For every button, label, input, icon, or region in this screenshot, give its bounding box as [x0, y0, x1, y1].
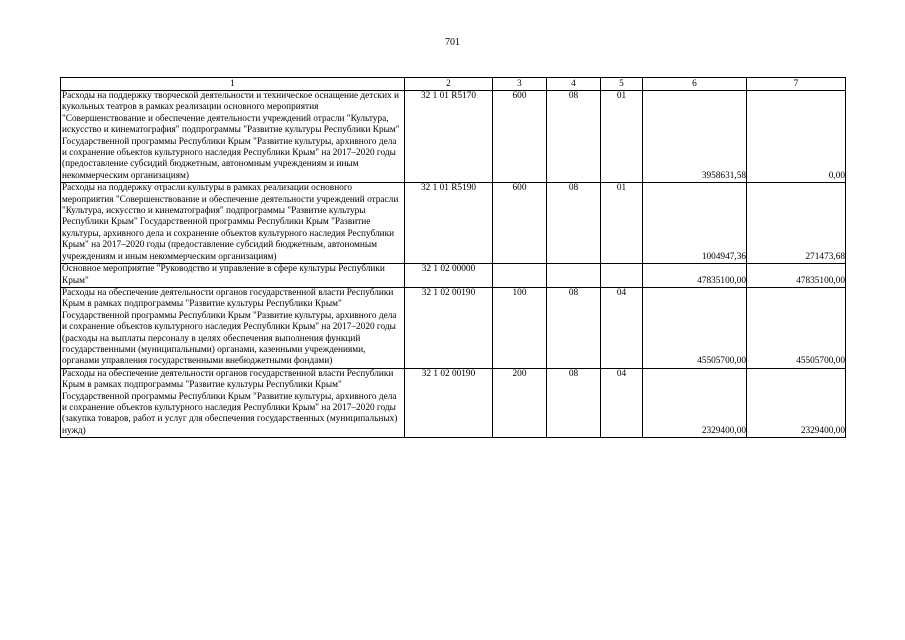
row-amount-col6: 3958631,58 — [643, 91, 747, 183]
column-header: 5 — [601, 78, 643, 91]
row-amount-col6: 47835100,00 — [643, 264, 747, 288]
row-description: Расходы на обеспечение деятельности органов государственной власти Республики Крым в рамках подпрограммы "Развитие культуры Республики Крым" Государственной программы Республики Крым "Развитие культуры, архивного дела и сохранение объектов культурного наследия Республики Крым" на 2017–2020 годы (закупка товаров, работ и услуг для обеспечения государственных (муниципальных) нужд) — [61, 368, 405, 437]
row-target-article-code: 32 1 01 R5170 — [405, 91, 493, 183]
row-section-code: 08 — [547, 287, 601, 368]
row-expense-type-code — [493, 264, 547, 288]
column-header: 3 — [493, 78, 547, 91]
row-section-code — [547, 264, 601, 288]
row-amount-col7: 47835100,00 — [747, 264, 846, 288]
row-amount-col6: 2329400,00 — [643, 368, 747, 437]
row-subsection-code: 04 — [601, 287, 643, 368]
table-row — [61, 183, 846, 264]
table-row — [61, 368, 846, 437]
row-target-article-code: 32 1 02 00000 — [405, 264, 493, 288]
row-amount-col7: 45505700,00 — [747, 287, 846, 368]
row-description: Расходы на поддержку отрасли культуры в рамках реализации основного мероприятия "Совершенствование и обеспечение деятельности учреждений отрасли "Культура, искусство и кинематография" подпрограммы "Развитие культуры Республики Крым" Государственной программы Республики Крым "Развитие культуры, архивного дела и сохранение объектов культурного наследия Республики Крым" на 2017–2020 годы (предоставление субсидий бюджетным, автономным учреждениям и иным некоммерческим организациям) — [61, 183, 405, 264]
budget-table — [60, 77, 846, 438]
column-header: 7 — [747, 78, 846, 91]
row-description: Расходы на поддержку творческой деятельности и техническое оснащение детских и кукольных театров в рамках реализации основного мероприятия "Совершенствование и обеспечение деятельности учреждений отрасли "Культура, искусство и кинематография" подпрограммы "Развитие культуры Республики Крым" Государственной программы Республики Крым "Развитие культуры, архивного дела и сохранение объектов культурного наследия Республики Крым" на 2017–2020 годы (предоставление субсидий бюджетным, автономным учреждениям и иным некоммерческим организациям) — [61, 91, 405, 183]
row-subsection-code: 01 — [601, 183, 643, 264]
row-target-article-code: 32 1 01 R5190 — [405, 183, 493, 264]
row-description: Расходы на обеспечение деятельности органов государственной власти Республики Крым в рамках подпрограммы "Развитие культуры Республики Крым" Государственной программы Республики Крым "Развитие культуры, архивного дела и сохранение объектов культурного наследия Республики Крым" на 2017–2020 годы (расходы на выплаты персоналу в целях обеспечения выполнения функций государственными (муниципальными) органами, казенными учреждениями, органами управления государственными внебюджетными фондами) — [61, 287, 405, 368]
row-expense-type-code: 600 — [493, 183, 547, 264]
column-header: 1 — [61, 78, 405, 91]
row-amount-col7: 0,00 — [747, 91, 846, 183]
row-description: Основное мероприятие "Руководство и управление в сфере культуры Республики Крым" — [61, 264, 405, 288]
row-target-article-code: 32 1 02 00190 — [405, 287, 493, 368]
row-subsection-code — [601, 264, 643, 288]
row-section-code: 08 — [547, 183, 601, 264]
page-number: 701 — [445, 37, 460, 48]
row-amount-col7: 271473,68 — [747, 183, 846, 264]
table-row — [61, 91, 846, 183]
row-expense-type-code: 100 — [493, 287, 547, 368]
column-header: 2 — [405, 78, 493, 91]
row-section-code: 08 — [547, 91, 601, 183]
table-row — [61, 264, 846, 288]
row-section-code: 08 — [547, 368, 601, 437]
row-amount-col7: 2329400,00 — [747, 368, 846, 437]
row-expense-type-code: 200 — [493, 368, 547, 437]
table-row — [61, 287, 846, 368]
table-header-row — [61, 78, 846, 91]
row-expense-type-code: 600 — [493, 91, 547, 183]
row-subsection-code: 04 — [601, 368, 643, 437]
column-header: 6 — [643, 78, 747, 91]
row-amount-col6: 1004947,36 — [643, 183, 747, 264]
row-subsection-code: 01 — [601, 91, 643, 183]
row-target-article-code: 32 1 02 00190 — [405, 368, 493, 437]
row-amount-col6: 45505700,00 — [643, 287, 747, 368]
column-header: 4 — [547, 78, 601, 91]
